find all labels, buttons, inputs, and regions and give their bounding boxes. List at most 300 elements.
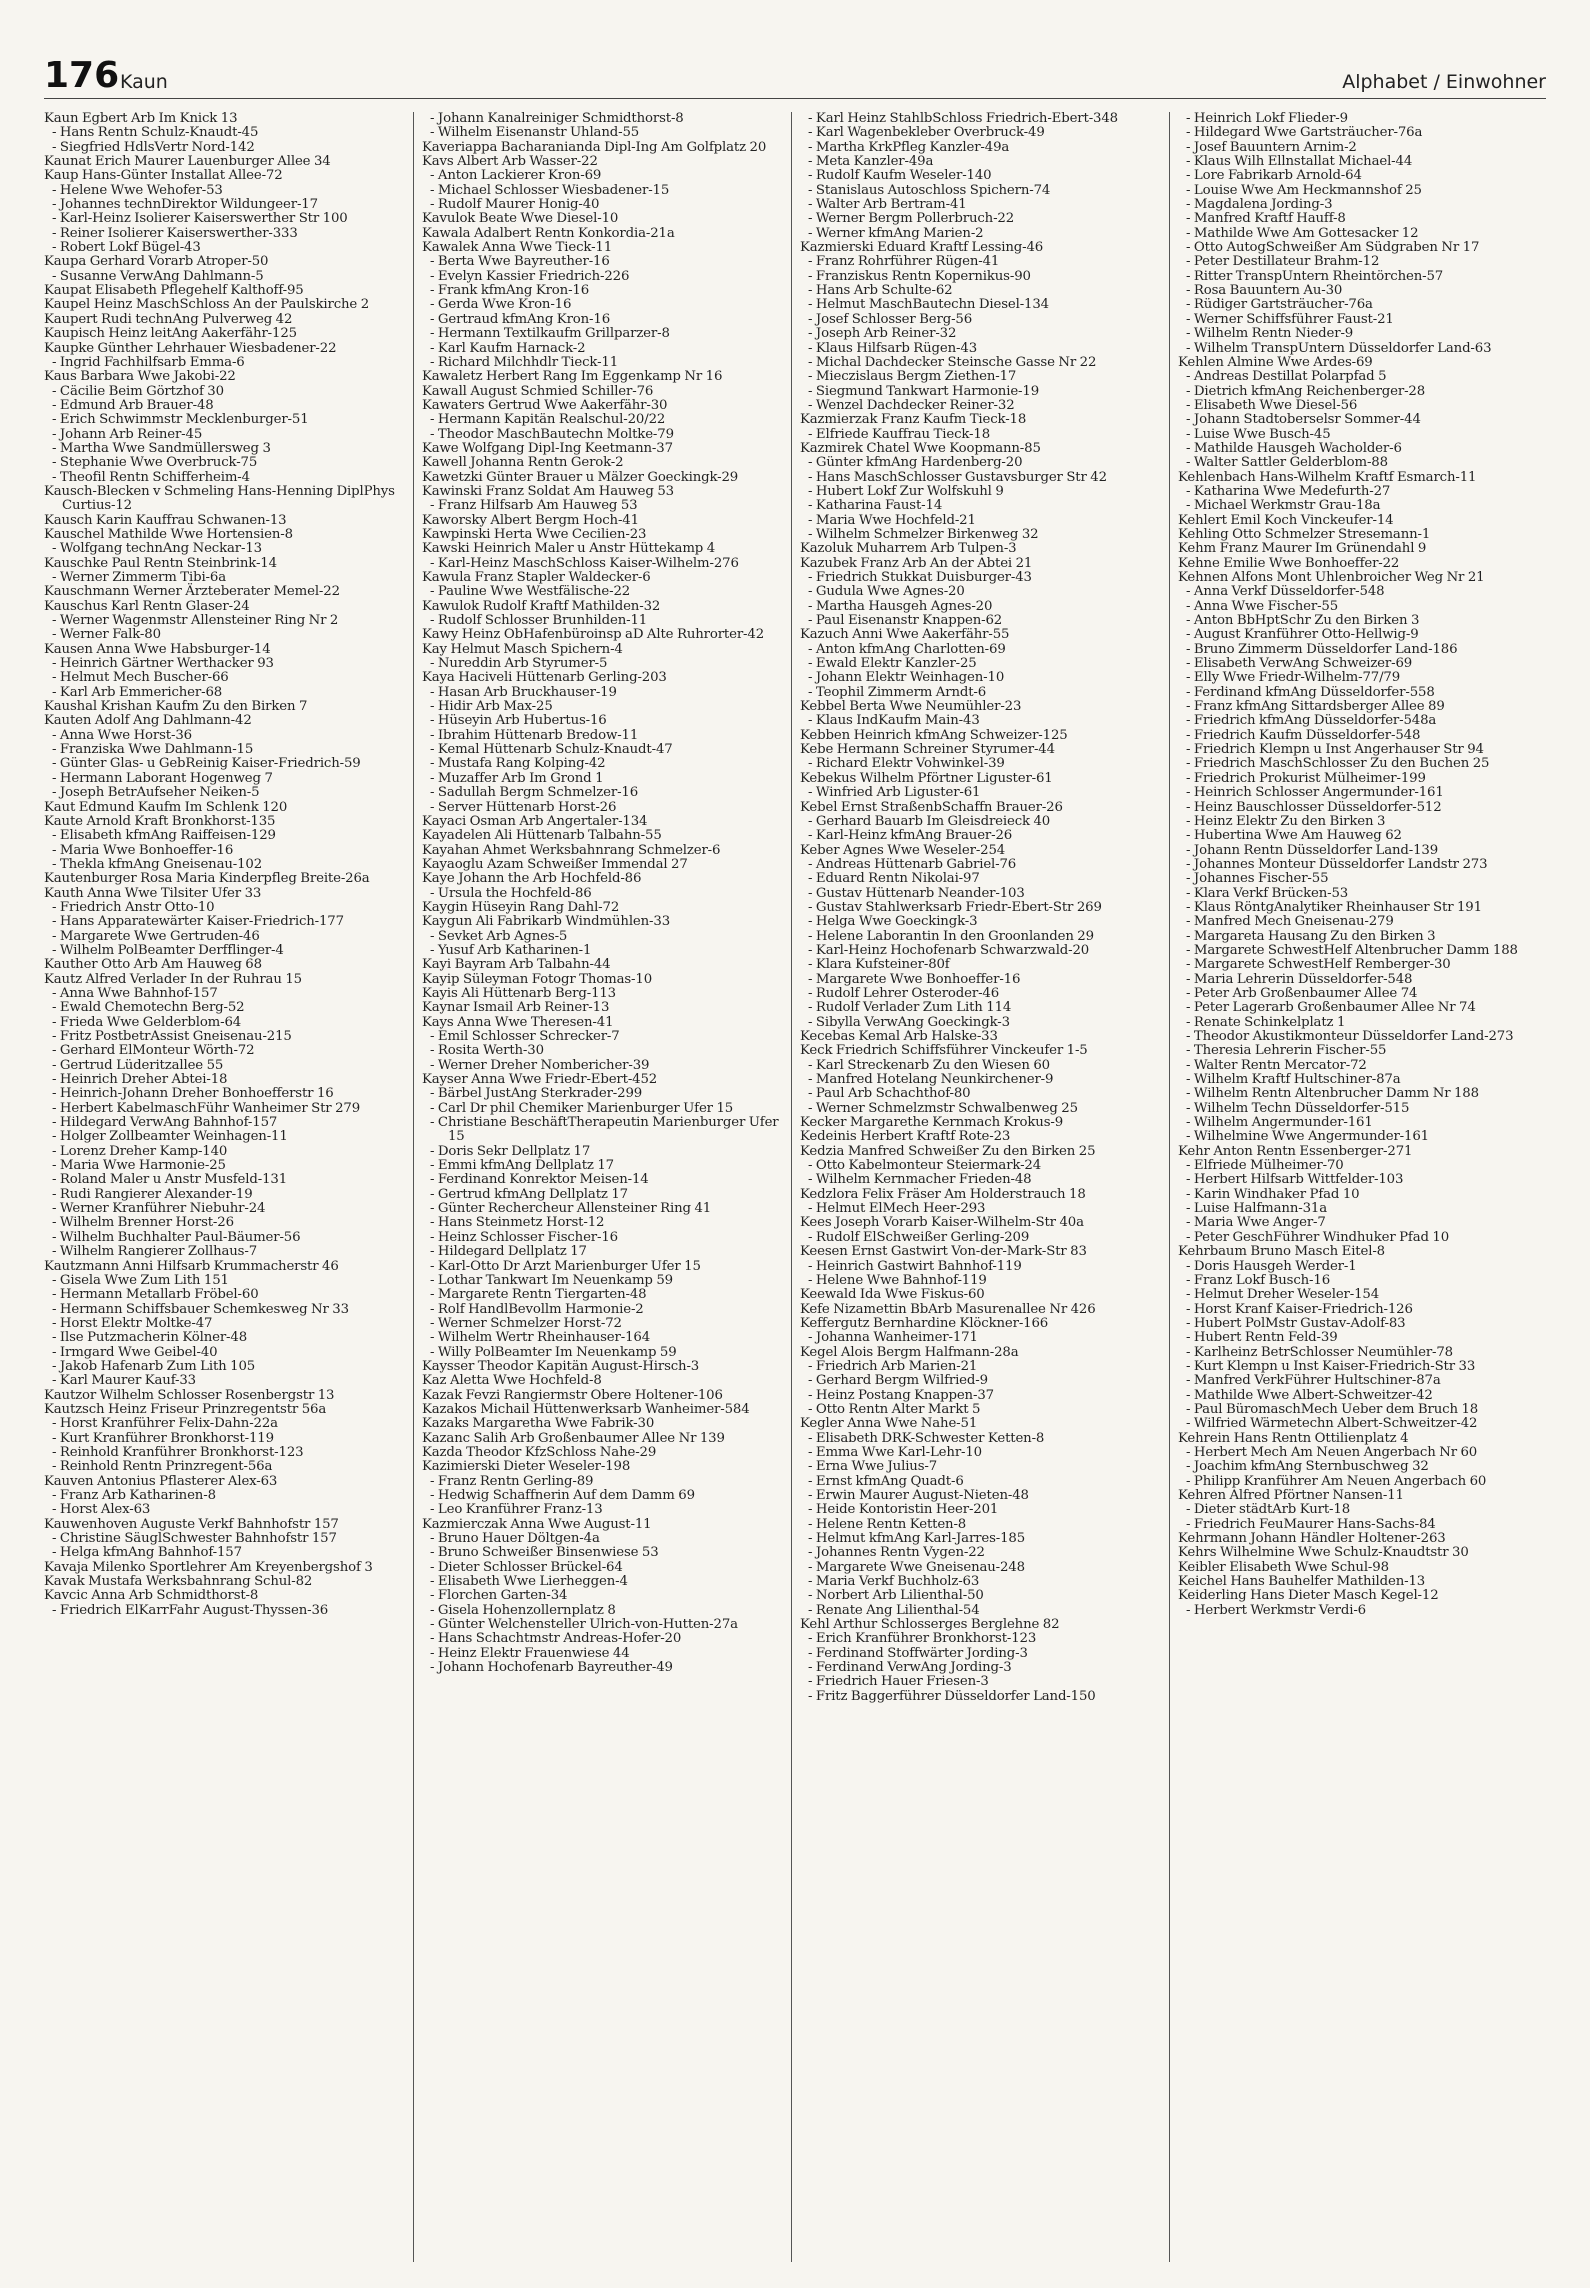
running-head-word: Kaun — [120, 71, 168, 93]
directory-entry: Kaunat Erich Maurer Lauenburger Allee 34 — [44, 154, 331, 170]
directory-entry: - Frank kfmAng Kron-16 — [430, 283, 590, 299]
directory-entry: - Theresia Lehrerin Fischer-55 — [1186, 1043, 1387, 1059]
directory-entry: - Ernst kfmAng Quadt-6 — [808, 1473, 964, 1489]
directory-entry: Kazanc Salih Arb Großenbaumer Allee Nr 139 — [422, 1430, 725, 1446]
directory-entry: - Peter Destillateur Brahm-12 — [1186, 254, 1380, 270]
directory-entry: - Johann Kanalreiniger Schmidthorst-8 — [430, 112, 684, 126]
directory-entry: - Joseph Arb Reiner-32 — [808, 326, 957, 342]
directory-entry: - Anton kfmAng Charlotten-69 — [808, 641, 1006, 657]
directory-entry: - Magdalena Jording-3 — [1186, 197, 1333, 213]
directory-entry: Kaygun Ali Fabrikarb Windmühlen-33 — [422, 914, 671, 930]
directory-entry: - Friedrich Klempn u Inst Angerhauser Str 94 — [1186, 742, 1484, 758]
directory-entry: - Hedwig Schaffnerin Auf dem Damm 69 — [430, 1488, 695, 1503]
directory-entry: - Reinhold Rentn Prinzregent-56a — [52, 1459, 273, 1475]
directory-entry: Kawell Johanna Rentn Gerok-2 — [422, 455, 624, 471]
directory-entry: - Erich Schwimmstr Mecklenburger-51 — [52, 412, 309, 428]
directory-entry: - Michael Schlosser Wiesbadener-15 — [430, 182, 670, 198]
directory-entry: - Gerhard Bauarb Im Gleisdreieck 40 — [808, 813, 1051, 829]
directory-entry: Keber Agnes Wwe Weseler-254 — [800, 842, 1006, 858]
directory-entry: - Luise Wwe Busch-45 — [1186, 426, 1331, 442]
directory-entry: - Günter Glas- u GebReinig Kaiser-Friedrich-59 — [52, 756, 361, 772]
directory-entry: - Wilhelm PolBeamter Derfflinger-4 — [52, 942, 284, 958]
directory-entry: Kazda Theodor KfzSchloss Nahe-29 — [422, 1444, 657, 1460]
directory-entry: - Helene Rentn Ketten-8 — [808, 1516, 967, 1532]
directory-entry: - Heinrich Schlosser Angermunder-161 — [1186, 785, 1444, 801]
directory-entry: - Klaus Wilh Ellnstallat Michael-44 — [1186, 154, 1413, 170]
directory-entry: - Günter Welchensteller Ulrich-von-Hutten-27a — [430, 1617, 738, 1633]
directory-entry: - Roland Maler u Anstr Musfeld-131 — [52, 1172, 288, 1188]
directory-entry: - Klaus Hilfsarb Rügen-43 — [808, 340, 977, 356]
directory-entry: Kazak Fevzi Rangiermstr Obere Holtener-106 — [422, 1387, 723, 1403]
directory-entry: - Ingrid Fachhilfsarb Emma-6 — [52, 354, 245, 370]
directory-entry: - Heinz Bauschlosser Düsseldorfer-512 — [1186, 799, 1442, 815]
directory-entry: - Maria Wwe Anger-7 — [1186, 1215, 1326, 1231]
directory-entry: - Sibylla VerwAng Goeckingk-3 — [808, 1014, 1010, 1030]
directory-entry: - Horst Alex-63 — [52, 1502, 151, 1518]
directory-entry: - Elisabeth kfmAng Raiffeisen-129 — [52, 828, 276, 844]
directory-entry: - Anna Verkf Düsseldorfer-548 — [1186, 584, 1385, 600]
directory-entry: - Hans Arb Schulte-62 — [808, 283, 953, 299]
directory-entry: Kawula Franz Stapler Waldecker-6 — [422, 570, 651, 585]
directory-entry: - Friedrich Hauer Friesen-3 — [808, 1674, 989, 1690]
directory-entry: - Franz Hilfsarb Am Hauweg 53 — [430, 498, 638, 514]
directory-entry: - Hans Apparatewärter Kaiser-Friedrich-177 — [52, 914, 344, 930]
directory-entry: - Klara Kufsteiner-80f — [808, 957, 950, 973]
directory-entry: - Thekla kfmAng Gneisenau-102 — [52, 856, 263, 872]
directory-entry: Kautzor Wilhelm Schlosser Rosenbergstr 13 — [44, 1387, 335, 1403]
section-title: Alphabet / Einwohner — [1342, 71, 1546, 93]
directory-entry: Kayip Süleyman Fotogr Thomas-10 — [422, 971, 653, 987]
directory-entry: - Wilhelm Brenner Horst-26 — [52, 1215, 234, 1231]
directory-entry: Kehrbaum Bruno Masch Eitel-8 — [1178, 1244, 1385, 1260]
directory-entry: Keiderling Hans Dieter Masch Kegel-12 — [1178, 1588, 1439, 1604]
directory-entry: - Heinz Elektr Frauenwiese 44 — [430, 1645, 630, 1661]
directory-entry: - Martha KrkPfleg Kanzler-49a — [808, 139, 1010, 155]
directory-entry: - Ferdinand kfmAng Düsseldorfer-558 — [1186, 684, 1435, 700]
directory-entry: - Edmund Arb Brauer-48 — [52, 397, 214, 413]
directory-entry: - Stanislaus Autoschloss Spichern-74 — [808, 182, 1051, 198]
directory-entry: - Friedrich Anstr Otto-10 — [52, 899, 215, 915]
directory-entry: - Emil Schlosser Schrecker-7 — [430, 1029, 620, 1044]
directory-entry: Keewald Ida Wwe Fiskus-60 — [800, 1287, 985, 1303]
directory-entry: Kauwenhoven Auguste Verkf Bahnhofstr 157 — [44, 1516, 339, 1532]
directory-entry: Kebe Hermann Schreiner Styrumer-44 — [800, 742, 1055, 758]
directory-entry: - Anna Wwe Fischer-55 — [1186, 598, 1339, 614]
directory-entry: - Rudolf Maurer Honig-40 — [430, 197, 600, 213]
directory-entry: - Johann Arb Reiner-45 — [52, 426, 203, 442]
directory-entry: - Johannes Rentn Vygen-22 — [808, 1545, 985, 1561]
directory-entry: - Wolfgang technAng Neckar-13 — [52, 541, 262, 557]
directory-entry: - Horst Elektr Moltke-47 — [52, 1315, 213, 1331]
directory-entry: - Ewald Chemotechn Berg-52 — [52, 1000, 245, 1016]
directory-entry: - Otto Rentn Alter Markt 5 — [808, 1401, 981, 1417]
directory-entry: - Werner kfmAng Marien-2 — [808, 225, 984, 241]
directory-entry: Kauschke Paul Rentn Steinbrink-14 — [44, 555, 277, 571]
directory-entry: Kawski Heinrich Maler u Anstr Hüttekamp 4 — [422, 541, 716, 557]
directory-entry: - Hubert PolMstr Gustav-Adolf-83 — [1186, 1315, 1406, 1331]
directory-entry: - Karl Wagenbekleber Overbruck-49 — [808, 125, 1045, 141]
directory-entry: - Maria Wwe Harmonie-25 — [52, 1158, 226, 1174]
directory-entry: Kaup Hans-Günter Installat Allee-72 — [44, 168, 283, 184]
directory-entry: - Lorenz Dreher Kamp-140 — [52, 1143, 228, 1159]
directory-entry: - Emma Wwe Karl-Lehr-10 — [808, 1444, 982, 1460]
directory-entry: Kecker Margarethe Kernmach Krokus-9 — [800, 1115, 1064, 1131]
directory-entry: - Karl-Heinz MaschSchloss Kaiser-Wilhelm-276 — [430, 555, 739, 571]
directory-entry: Kavulok Beate Wwe Diesel-10 — [422, 211, 619, 227]
directory-entry: Kawaletz Herbert Rang Im Eggenkamp Nr 16 — [422, 369, 723, 385]
directory-entry: Kedeinis Herbert Kraftf Rote-23 — [800, 1129, 1011, 1145]
directory-entry: - Walter Sattler Gelderblom-88 — [1186, 455, 1388, 471]
directory-entry: Kaye Johann the Arb Hochfeld-86 — [422, 871, 642, 887]
directory-entry: Keibler Elisabeth Wwe Schul-98 — [1178, 1559, 1389, 1575]
directory-entry: Kawy Heinz ObHafenbüroinsp aD Alte Ruhrorter-42 — [422, 627, 764, 643]
directory-entry: Kehl Arthur Schlosserges Berglehne 82 — [800, 1617, 1060, 1633]
directory-entry: Kaygin Hüseyin Rang Dahl-72 — [422, 899, 620, 915]
directory-entry: - Helmut Mech Buscher-66 — [52, 670, 229, 686]
directory-entry: Kauschmann Werner Ärzteberater Memel-22 — [44, 584, 340, 600]
directory-entry: - Paul BüromaschMech Ueber dem Bruch 18 — [1186, 1401, 1479, 1417]
directory-entry: - Margareta Hausang Zu den Birken 3 — [1186, 928, 1436, 944]
directory-entry: - Hermann Schiffsbauer Schemkesweg Nr 33 — [52, 1301, 349, 1317]
directory-entry: - Bärbel JustAng Sterkrader-299 — [430, 1086, 643, 1102]
directory-entry: - Sevket Arb Agnes-5 — [430, 928, 568, 944]
directory-entry: - Franz kfmAng Sittardsberger Allee 89 — [1186, 699, 1445, 715]
directory-columns — [44, 112, 1546, 2262]
directory-entry: - Heinrich Lokf Flieder-9 — [1186, 112, 1348, 126]
directory-entry: - Peter Lagerarb Großenbaumer Allee Nr 74 — [1186, 1000, 1476, 1016]
column-4 — [1178, 112, 1538, 2262]
directory-entry: - Erwin Maurer August-Nieten-48 — [808, 1488, 1029, 1503]
directory-entry: - Philipp Kranführer Am Neuen Angerbach 60 — [1186, 1473, 1487, 1489]
directory-entry: - Carl Dr phil Chemiker Marienburger Ufer 15 — [430, 1100, 734, 1116]
directory-entry: - Reinhold Kranführer Bronkhorst-123 — [52, 1444, 304, 1460]
directory-entry: - Wilhelm Kernmacher Frieden-48 — [808, 1172, 1032, 1188]
directory-entry: Kayaci Osman Arb Angertaler-134 — [422, 813, 648, 829]
directory-entry: - Eduard Rentn Nikolai-97 — [808, 871, 980, 887]
directory-entry: - Lore Fabrikarb Arnold-64 — [1186, 168, 1362, 184]
directory-entry: - Andreas Hüttenarb Gabriel-76 — [808, 856, 1017, 872]
directory-entry: - Kurt Klempn u Inst Kaiser-Friedrich-Str 33 — [1186, 1358, 1476, 1374]
directory-entry: - Heinz Postang Knappen-37 — [808, 1387, 994, 1403]
directory-entry: - Pauline Wwe Westfälische-22 — [430, 584, 631, 600]
directory-entry: Kazmierzak Franz Kaufm Tieck-18 — [800, 412, 1027, 428]
directory-entry: - Gerda Wwe Kron-16 — [430, 297, 572, 313]
directory-entry: - Erna Wwe Julius-7 — [808, 1459, 938, 1475]
directory-entry: - Muzaffer Arb Im Grond 1 — [430, 770, 604, 786]
directory-entry: - Dieter städtArb Kurt-18 — [1186, 1502, 1351, 1518]
directory-entry: - Werner Zimmerm Tibi-6a — [52, 570, 226, 585]
directory-entry: - Heinz Elektr Zu den Birken 3 — [1186, 813, 1386, 829]
directory-entry: - Ferdinand Stoffwärter Jording-3 — [808, 1645, 1028, 1661]
directory-entry: - Bruno Hauer Döltgen-4a — [430, 1531, 600, 1547]
directory-entry: - Werner Falk-80 — [52, 627, 161, 643]
directory-entry: - Mathilde Hausgeh Wacholder-6 — [1186, 440, 1402, 456]
directory-entry: Kegler Anna Wwe Nahe-51 — [800, 1416, 978, 1432]
directory-entry: Kees Joseph Vorarb Kaiser-Wilhelm-Str 40a — [800, 1215, 1084, 1231]
directory-entry: - Elfriede Mülheimer-70 — [1186, 1158, 1344, 1174]
directory-entry: - Manfred Hotelang Neunkirchener-9 — [808, 1072, 1054, 1088]
directory-entry: Kaun Egbert Arb Im Knick 13 — [44, 112, 238, 126]
directory-entry: Kausch Karin Kauffrau Schwanen-13 — [44, 512, 287, 528]
directory-entry: - Luise Halfmann-31a — [1186, 1201, 1327, 1217]
directory-entry: Kautz Alfred Verlader In der Ruhrau 15 — [44, 971, 302, 987]
directory-entry: - Helene Laborantin In den Groonlanden 29 — [808, 928, 1094, 944]
directory-entry: - Teophil Zimmerm Arndt-6 — [808, 684, 987, 700]
directory-entry: - Friedrich ElKarrFahr August-Thyssen-36 — [52, 1602, 329, 1618]
directory-entry: - Susanne VerwAng Dahlmann-5 — [52, 268, 264, 284]
directory-entry: - Rüdiger Gartsträucher-76a — [1186, 297, 1373, 313]
directory-entry: - Walter Arb Bertram-41 — [808, 197, 967, 213]
directory-entry: - Werner Bergm Pollerbruch-22 — [808, 211, 1015, 227]
directory-entry: - Wilhelm Techn Düsseldorfer-515 — [1186, 1100, 1410, 1116]
directory-entry: - Evelyn Kassier Friedrich-226 — [430, 268, 630, 284]
directory-entry: Kawalek Anna Wwe Tieck-11 — [422, 240, 613, 256]
directory-entry: Kebben Heinrich kfmAng Schweizer-125 — [800, 727, 1068, 743]
directory-entry: - Wilhelm Schmelzer Birkenweg 32 — [808, 526, 1039, 542]
directory-entry: Kazuch Anni Wwe Aakerfähr-55 — [800, 627, 1010, 643]
column-3 — [800, 112, 1160, 2262]
directory-entry: Kaupat Elisabeth Pflegehelf Kalthoff-95 — [44, 283, 304, 299]
directory-entry: - Franz Rohrführer Rügen-41 — [808, 254, 1000, 270]
directory-entry: Kautzmann Anni Hilfsarb Krummacherstr 46 — [44, 1258, 339, 1274]
directory-entry: - Johann Rentn Düsseldorfer Land-139 — [1186, 842, 1439, 858]
directory-entry: - Berta Wwe Bayreuther-16 — [430, 254, 610, 270]
directory-entry: - Helmut kfmAng Karl-Jarres-185 — [808, 1531, 1026, 1547]
directory-entry: - Karl Kaufm Harnack-2 — [430, 340, 586, 356]
directory-entry: - Ritter TranspUntern Rheintörchen-57 — [1186, 268, 1444, 284]
directory-entry: - Horst Kranf Kaiser-Friedrich-126 — [1186, 1301, 1413, 1317]
directory-entry: - Gerhard ElMonteur Wörth-72 — [52, 1043, 255, 1059]
directory-entry: Kaveriappa Bacharanianda Dipl-Ing Am Golfplatz 20 — [422, 139, 767, 155]
directory-entry: - Heinrich Gastwirt Bahnhof-119 — [808, 1258, 1022, 1274]
directory-entry: - Maria Verkf Buchholz-63 — [808, 1574, 980, 1590]
directory-entry: - Hubert Rentn Feld-39 — [1186, 1330, 1338, 1346]
directory-entry: - Paul Arb Schachthof-80 — [808, 1086, 971, 1102]
directory-entry: Kehrein Hans Rentn Ottilienplatz 4 — [1178, 1430, 1409, 1446]
directory-entry: - Louise Wwe Am Heckmannshof 25 — [1186, 182, 1422, 198]
directory-entry: - Hildegard Wwe Gartsträucher-76a — [1186, 125, 1423, 141]
directory-entry: - Franz Lokf Busch-16 — [1186, 1272, 1330, 1288]
directory-entry: - Helmut ElMech Heer-293 — [808, 1201, 986, 1217]
directory-entry: - Werner Dreher Nombericher-39 — [430, 1057, 650, 1073]
directory-entry: - Theofil Rentn Schifferheim-4 — [52, 469, 250, 485]
directory-entry: - Joseph BetrAufseher Neiken-5 — [52, 785, 260, 801]
directory-entry: - Wilhelm Wertr Rheinhauser-164 — [430, 1330, 651, 1346]
directory-entry: - Siegfried HdlsVertr Nord-142 — [52, 139, 255, 155]
directory-entry: - Franz Arb Katharinen-8 — [52, 1488, 216, 1503]
directory-entry: Kazmierczak Anna Wwe August-11 — [422, 1516, 652, 1532]
directory-entry: - Otto Kabelmonteur Steiermark-24 — [808, 1158, 1042, 1174]
directory-entry: - Martha Hausgeh Agnes-20 — [808, 598, 993, 614]
directory-entry: Kehlenbach Hans-Wilhelm Kraftf Esmarch-11 — [1178, 469, 1477, 485]
directory-entry: - Elisabeth DRK-Schwester Ketten-8 — [808, 1430, 1045, 1446]
directory-entry: Kawe Wolfgang Dipl-Ing Keetmann-37 — [422, 440, 673, 456]
directory-entry: - Karl Maurer Kauf-33 — [52, 1373, 196, 1389]
directory-entry: - Werner Schmelzmstr Schwalbenweg 25 — [808, 1100, 1078, 1116]
directory-entry: - Friedrich Prokurist Mülheimer-199 — [1186, 770, 1426, 786]
directory-entry: Kaz Aletta Wwe Hochfeld-8 — [422, 1373, 602, 1389]
page-number: 176 — [44, 55, 120, 96]
directory-entry: - Werner Wagenmstr Allensteiner Ring Nr 2 — [52, 613, 339, 629]
directory-entry: - Leo Kranführer Franz-13 — [430, 1502, 603, 1518]
directory-entry: - Maria Wwe Bonhoeffer-16 — [52, 842, 234, 858]
directory-entry: - Franziska Wwe Dahlmann-15 — [52, 742, 254, 758]
directory-entry: - Frieda Wwe Gelderblom-64 — [52, 1014, 242, 1030]
directory-entry: - Hasan Arb Bruckhauser-19 — [430, 684, 617, 700]
directory-entry: - Johannes Monteur Düsseldorfer Landstr 273 — [1186, 856, 1488, 872]
directory-entry: - Paul Eisenanstr Knappen-62 — [808, 613, 1003, 629]
directory-entry: - Herbert Werkmstr Verdi-6 — [1186, 1602, 1366, 1618]
directory-entry: - Richard Elektr Vohwinkel-39 — [808, 756, 1005, 772]
directory-entry: Kauten Adolf Ang Dahlmann-42 — [44, 713, 252, 729]
directory-entry: - Hans Steinmetz Horst-12 — [430, 1215, 605, 1231]
directory-entry: - Horst Kranführer Felix-Dahn-22a — [52, 1416, 278, 1432]
directory-entry: Kavcic Anna Arb Schmidthorst-8 — [44, 1588, 259, 1604]
directory-entry: - Klara Verkf Brücken-53 — [1186, 885, 1349, 901]
directory-entry: Kaupel Heinz MaschSchloss An der Paulskirche 2 — [44, 297, 370, 313]
directory-entry: Kayaoglu Azam Schweißer Immendal 27 — [422, 856, 688, 872]
directory-entry: Kautenburger Rosa Maria Kinderpfleg Breite-26a — [44, 871, 370, 887]
directory-entry: - Rudolf Kaufm Weseler-140 — [808, 168, 992, 184]
directory-entry: - Hildegard Dellplatz 17 — [430, 1244, 587, 1260]
directory-entry: - Hans Rentn Schulz-Knaudt-45 — [52, 125, 259, 141]
directory-entry: - Franz Rentn Gerling-89 — [430, 1473, 594, 1489]
directory-entry: Keffergutz Bernhardine Klöckner-166 — [800, 1315, 1049, 1331]
directory-entry: Kausen Anna Wwe Habsburger-14 — [44, 641, 271, 657]
directory-entry: - Dieter Schlosser Brückel-64 — [430, 1559, 623, 1575]
directory-entry: - Bruno Schweißer Binsenwiese 53 — [430, 1545, 659, 1561]
directory-entry: - Wenzel Dachdecker Reiner-32 — [808, 397, 1015, 413]
directory-entry: - Walter Rentn Mercator-72 — [1186, 1057, 1367, 1073]
directory-entry: - Margarete Wwe Bonhoeffer-16 — [808, 971, 1021, 987]
directory-entry: - Elisabeth Wwe Lierheggen-4 — [430, 1574, 628, 1590]
directory-entry: - Karl Arb Emmericher-68 — [52, 684, 223, 700]
directory-entry: - Elly Wwe Friedr-Wilhelm-77/79 — [1186, 670, 1401, 686]
directory-entry: - Heinz Schlosser Fischer-16 — [430, 1229, 618, 1245]
directory-entry: - Katharina Wwe Medefurth-27 — [1186, 483, 1391, 499]
directory-entry: - Elisabeth VerwAng Schweizer-69 — [1186, 656, 1413, 672]
directory-entry: - Manfred Kraftf Hauff-8 — [1186, 211, 1346, 227]
directory-entry: - Heinrich-Johann Dreher Bonhoefferstr 16 — [52, 1086, 334, 1102]
directory-entry: Kausch-Blecken v Schmeling Hans-Henning DiplPhys Curtius-12 — [44, 483, 395, 514]
directory-entry: - Cäcilie Beim Görtzhof 30 — [52, 383, 224, 399]
directory-entry: - Kemal Hüttenarb Schulz-Knaudt-47 — [430, 742, 673, 758]
directory-entry: Keesen Ernst Gastwirt Von-der-Mark-Str 83 — [800, 1244, 1087, 1260]
directory-entry: - Helene Wwe Bahnhof-119 — [808, 1272, 987, 1288]
directory-entry: - Johannes Fischer-55 — [1186, 871, 1329, 887]
directory-entry: Kawulok Rudolf Kraftf Mathilden-32 — [422, 598, 661, 614]
column-divider — [413, 112, 414, 2262]
directory-entry: - Klaus IndKaufm Main-43 — [808, 713, 980, 729]
directory-entry: - Server Hüttenarb Horst-26 — [430, 799, 617, 815]
directory-entry: - Herbert KabelmaschFühr Wanheimer Str 279 — [52, 1100, 361, 1116]
directory-entry: Kazoluk Muharrem Arb Tulpen-3 — [800, 541, 1017, 557]
directory-entry: - Karin Windhaker Pfad 10 — [1186, 1186, 1360, 1202]
directory-entry: - Hermann Kapitän Realschul-20/22 — [430, 412, 666, 428]
directory-entry: - Gerhard Bergm Wilfried-9 — [808, 1373, 988, 1389]
directory-entry: - Hermann Laborant Hogenweg 7 — [52, 770, 273, 786]
directory-entry: - Anton Lackierer Kron-69 — [430, 168, 602, 184]
column-2 — [422, 112, 782, 2262]
directory-entry: - Renate Schinkelplatz 1 — [1186, 1014, 1346, 1030]
directory-entry: - Gisela Hohenzollernplatz 8 — [430, 1602, 616, 1618]
directory-entry: - Lothar Tankwart Im Neuenkamp 59 — [430, 1272, 673, 1288]
directory-entry: - Gertraud kfmAng Kron-16 — [430, 311, 611, 327]
directory-entry: - Franziskus Rentn Kopernikus-90 — [808, 268, 1031, 284]
directory-entry: - Margarete Wwe Gneisenau-248 — [808, 1559, 1025, 1575]
directory-entry: - Karl-Heinz Hochofenarb Schwarzwald-20 — [808, 942, 1090, 958]
directory-entry: Kazimierski Dieter Weseler-198 — [422, 1459, 631, 1475]
column-divider — [791, 112, 792, 2262]
directory-entry: Kazaks Margaretha Wwe Fabrik-30 — [422, 1416, 655, 1432]
directory-entry: - Mathilde Wwe Am Gottesacker 12 — [1186, 225, 1419, 241]
directory-entry: - Wilfried Wärmetechn Albert-Schweitzer-42 — [1186, 1416, 1478, 1432]
directory-entry: - Günter kfmAng Hardenberg-20 — [808, 455, 1023, 471]
directory-entry: - Heinrich Gärtner Werthacker 93 — [52, 656, 274, 672]
directory-entry: Kehrmann Johann Händler Holtener-263 — [1178, 1531, 1446, 1547]
directory-entry: - Andreas Destillat Polarpfad 5 — [1186, 369, 1387, 385]
directory-entry: - Helmut MaschBautechn Diesel-134 — [808, 297, 1049, 313]
directory-entry: - Rudolf Schlosser Brunhilden-11 — [430, 613, 648, 629]
directory-entry: Kavaja Milenko Sportlehrer Am Kreyenbergshof 3 — [44, 1559, 373, 1575]
directory-entry: - Rudi Rangierer Alexander-19 — [52, 1186, 253, 1202]
directory-entry: - Klaus RöntgAnalytiker Rheinhauser Str 191 — [1186, 899, 1482, 915]
directory-entry: - Willy PolBeamter Im Neuenkamp 59 — [430, 1344, 677, 1360]
directory-entry: - Günter Rechercheur Allensteiner Ring 41 — [430, 1201, 712, 1217]
directory-entry: Kaysser Theodor Kapitän August-Hirsch-3 — [422, 1358, 700, 1374]
directory-entry: Kehr Anton Rentn Essenberger-271 — [1178, 1143, 1413, 1159]
directory-entry: - Elfriede Kauffrau Tieck-18 — [808, 426, 991, 442]
directory-entry: - Emmi kfmAng Dellplatz 17 — [430, 1158, 614, 1174]
directory-entry: - Wilhelm Angermunder-161 — [1186, 1115, 1373, 1131]
directory-entry: - Heinrich Dreher Abtei-18 — [52, 1072, 228, 1088]
directory-entry: Kaut Edmund Kaufm Im Schlenk 120 — [44, 799, 288, 815]
directory-entry: - Wilhelm Buchhalter Paul-Bäumer-56 — [52, 1229, 301, 1245]
directory-entry: Kaupke Günther Lehrhauer Wiesbadener-22 — [44, 340, 337, 356]
directory-entry: Kaupa Gerhard Vorarb Atroper-50 — [44, 254, 269, 270]
directory-entry: - Karl Streckenarb Zu den Wiesen 60 — [808, 1057, 1050, 1073]
directory-entry: - Johann Stadtoberselsr Sommer-44 — [1186, 412, 1421, 428]
directory-entry: - Friedrich Arb Marien-21 — [808, 1358, 978, 1374]
directory-entry: - Johann Elektr Weinhagen-10 — [808, 670, 1005, 686]
directory-entry: - Anna Wwe Horst-36 — [52, 727, 192, 743]
directory-entry: Kedzlora Felix Fräser Am Holderstrauch 18 — [800, 1186, 1086, 1202]
directory-entry: - Christiane BeschäftTherapeutin Marienburger Ufer 15 — [430, 1115, 779, 1145]
directory-entry: - Gustav Hüttenarb Neander-103 — [808, 885, 1025, 901]
directory-entry: - Ibrahim Hüttenarb Bredow-11 — [430, 727, 639, 743]
directory-entry: - Friedrich Kaufm Düsseldorfer-548 — [1186, 727, 1421, 743]
directory-entry: Kayadelen Ali Hüttenarb Talbahn-55 — [422, 828, 662, 844]
directory-entry: - Wilhelm Rentn Nieder-9 — [1186, 326, 1354, 342]
directory-entry: - Josef Schlosser Berg-56 — [808, 311, 973, 327]
directory-entry: - Friedrich kfmAng Düsseldorfer-548a — [1186, 713, 1437, 729]
directory-entry: Kayahan Ahmet Werksbahnrang Schmelzer-6 — [422, 842, 721, 858]
directory-entry: - Maria Lehrerin Düsseldorfer-548 — [1186, 971, 1413, 987]
directory-entry: Kaya Haciveli Hüttenarb Gerling-203 — [422, 670, 667, 686]
directory-entry: Kavs Albert Arb Wasser-22 — [422, 154, 598, 170]
directory-entry: - Mieczislaus Bergm Ziethen-17 — [808, 369, 1017, 385]
directory-entry: - Hans MaschSchlosser Gustavsburger Str 42 — [808, 469, 1107, 485]
directory-entry: - Gustav Stahlwerksarb Friedr-Ebert-Str 269 — [808, 899, 1102, 915]
directory-entry: Kazubek Franz Arb An der Abtei 21 — [800, 555, 1033, 571]
directory-entry: - Hidir Arb Max-25 — [430, 699, 553, 715]
directory-entry: - Ferdinand VerwAng Jording-3 — [808, 1660, 1012, 1676]
directory-entry: - Rosa Bauuntern Au-30 — [1186, 283, 1343, 299]
directory-entry: Kecebas Kemal Arb Halske-33 — [800, 1029, 998, 1044]
directory-entry: - Kurt Kranführer Bronkhorst-119 — [52, 1430, 274, 1446]
directory-entry: - Katharina Faust-14 — [808, 498, 943, 514]
directory-entry: - Anna Wwe Bahnhof-157 — [52, 985, 218, 1001]
